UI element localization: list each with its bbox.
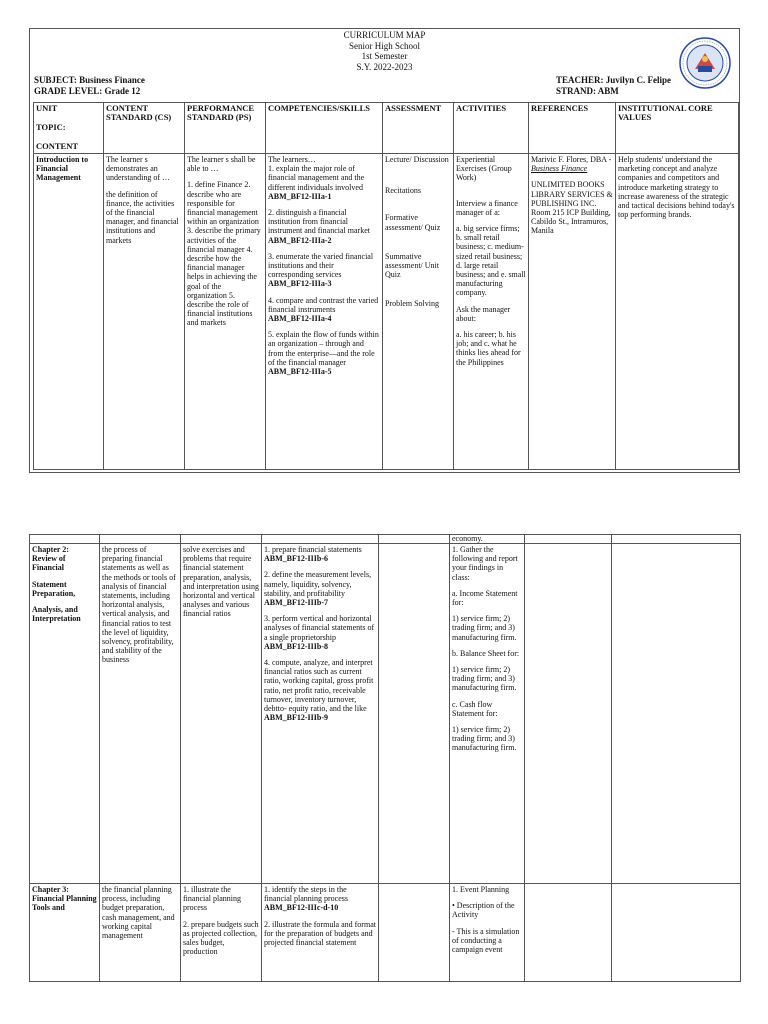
unit-cell: Introduction to Financial Management — [34, 154, 104, 470]
table-row — [34, 154, 739, 470]
performance-standard-cell: solve exercises and problems that require financial statement preparation, analysis, and interpretation using horizontal and vertical analyses and various financial ratios — [181, 544, 262, 884]
references-cell — [525, 544, 612, 884]
competencies-cell: 1. identify the steps in the financial planning process ABM_BF12-IIIc-d-10 2. illustrate the formula and format for the preparation of budgets and projected financial statement — [262, 884, 379, 982]
assessment-cell — [379, 884, 450, 982]
school-year: S.Y. 2022-2023 — [356, 61, 413, 72]
unit-cell: Chapter 3: Financial Planning Tools and — [30, 884, 100, 982]
core-values-cell — [612, 884, 741, 982]
references-cell: Marivic F. Flores, DBA - Business Finance UNLIMITED BOOKS LIBRARY SERVICES & PUBLISHING INC. Room 215 ICP Building, Cabildo St., Intramuros, Manila — [529, 154, 616, 470]
semester: 1st Semester — [361, 51, 408, 61]
teacher-block — [556, 75, 671, 97]
col-competencies: COMPETENCIES/SKILLS — [266, 103, 383, 154]
subject-block — [34, 75, 145, 97]
performance-standard-cell: 1. illustrate the financial planning process 2. prepare budgets such as projected collection, sales budget, production — [181, 884, 262, 982]
table-row — [30, 544, 741, 884]
competencies-cell: The learners… 1. explain the major role of financial management and the different individuals involved ABM_BF12-IIIa-1 2. distinguish a financial institution from financial instrument and financial market ABM_BF12-IIIa-2 3. enumerate the varied financial institutions and their corresponding services ABM_BF12-IIIa-3 4. compare and contrast the varied financial instruments ABM_BF12-IIIa-4 5. explain the flow of funds within an organization – through and from the enterprise—and the role of the financial manager ABM_BF12-IIIa-5 — [266, 154, 383, 470]
content-standard-cell: the financial planning process, including budget preparation, cash management, and working capital management — [100, 884, 181, 982]
activities-cell: 1. Event Planning • Description of the Activity - This is a simulation of conducting a campaign event — [450, 884, 525, 982]
activities-cell: economy. — [450, 535, 525, 544]
col-assessment: ASSESSMENT — [383, 103, 454, 154]
grade-level: GRADE LEVEL: Grade 12 — [34, 86, 141, 96]
activities-cell: 1. Gather the following and report your findings in class: a. Income Statement for: 1) service firm; 2) trading firm; and 3) manufacturing firm. b. Balance Sheet for: 1) service firm; 2) trading firm; and 3) manufacturing firm. c. Cash flow Statement for: 1) service firm; 2) trading firm; and 3) manufacturing firm. — [450, 544, 525, 884]
strand: STRAND: ABM — [556, 86, 619, 96]
teacher: TEACHER: Juvilyn C. Felipe — [556, 75, 672, 85]
subject: SUBJECT: Business Finance — [34, 75, 145, 85]
assessment-cell: Lecture/ Discussion Recitations Formative assessment/ Quiz Summative assessment/ Unit Quiz Problem Solving — [383, 154, 454, 470]
school-level: Senior High School — [349, 40, 420, 51]
activities-cell: Experiential Exercises (Group Work) Interview a finance manager of a: a. big service firms; b. small retail business; c. medium-sized retail business; d. large retail business; and e. small manufacturing company. Ask the manager about: a. his career; b. his job; and c. what he thinks lies ahead for the Philippines — [454, 154, 529, 470]
core-values-cell — [612, 544, 741, 884]
col-activities: ACTIVITIES — [454, 103, 529, 154]
references-cell — [525, 884, 612, 982]
col-core-values: INSTITUTIONAL CORE VALUES — [616, 103, 739, 154]
curriculum-table-page-2 — [29, 534, 741, 982]
table-header-row — [34, 103, 739, 154]
unit-cell: Chapter 2: Review of Financial Statement Preparation, Analysis, and Interpretation — [30, 544, 100, 884]
document-header — [30, 29, 739, 72]
content-standard-cell: The learner s demonstrates an understanding of … the definition of finance, the activities of the financial manager, and financial institutions and markets — [104, 154, 185, 470]
document-page-2 — [0, 528, 768, 1024]
core-values-cell: Help students' understand the marketing concept and analyze companies and competitors and introduce marketing strategy to increase awareness of the strategic and tactical decisions behind today's top performing brands. — [616, 154, 739, 470]
performance-standard-cell: The learner s shall be able to … 1. define Finance 2. describe who are responsible for financial management within an organization 3. describe the primary activities of the financial manager 4. describe how the financial manager helps in achieving the goal of the organization 5. describe the role of financial institutions and markets — [185, 154, 266, 470]
document-title: CURRICULUM MAP — [343, 30, 426, 40]
assessment-cell — [379, 544, 450, 884]
document-page-1 — [0, 0, 768, 490]
content-standard-cell: the process of preparing financial statements as well as the methods or tools of analysis of financial statements, including horizontal analysis, vertical analysis, and financial ratios to test the level of liquidity, solvency, profitability, and stability of the business — [100, 544, 181, 884]
table-row — [30, 535, 741, 544]
table-row — [30, 884, 741, 982]
page-frame — [29, 28, 740, 473]
competencies-cell: 1. prepare financial statements ABM_BF12-IIIb-6 2. define the measurement levels, namely, liquidity, solvency, stability, and profitability ABM_BF12-IIIb-7 3. perform vertical and horizontal analyses of financial statements of a single proprietorship ABM_BF12-IIIb-8 4. compute, analyze, and interpret financial ratios such as current ratio, working capital, gross profit ratio, net profit ratio, receivable turnover, inventory turnover, debtto- equity ratio, and the like ABM_BF12-IIIb-9 — [262, 544, 379, 884]
col-unit: UNIT TOPIC: CONTENT — [34, 103, 104, 154]
curriculum-table-page-1 — [33, 102, 739, 470]
col-content-standard: CONTENT STANDARD (CS) — [104, 103, 185, 154]
deped-seal-logo — [679, 37, 731, 89]
col-references: REFERENCES — [529, 103, 616, 154]
col-performance-standard: PERFORMANCE STANDARD (PS) — [185, 103, 266, 154]
